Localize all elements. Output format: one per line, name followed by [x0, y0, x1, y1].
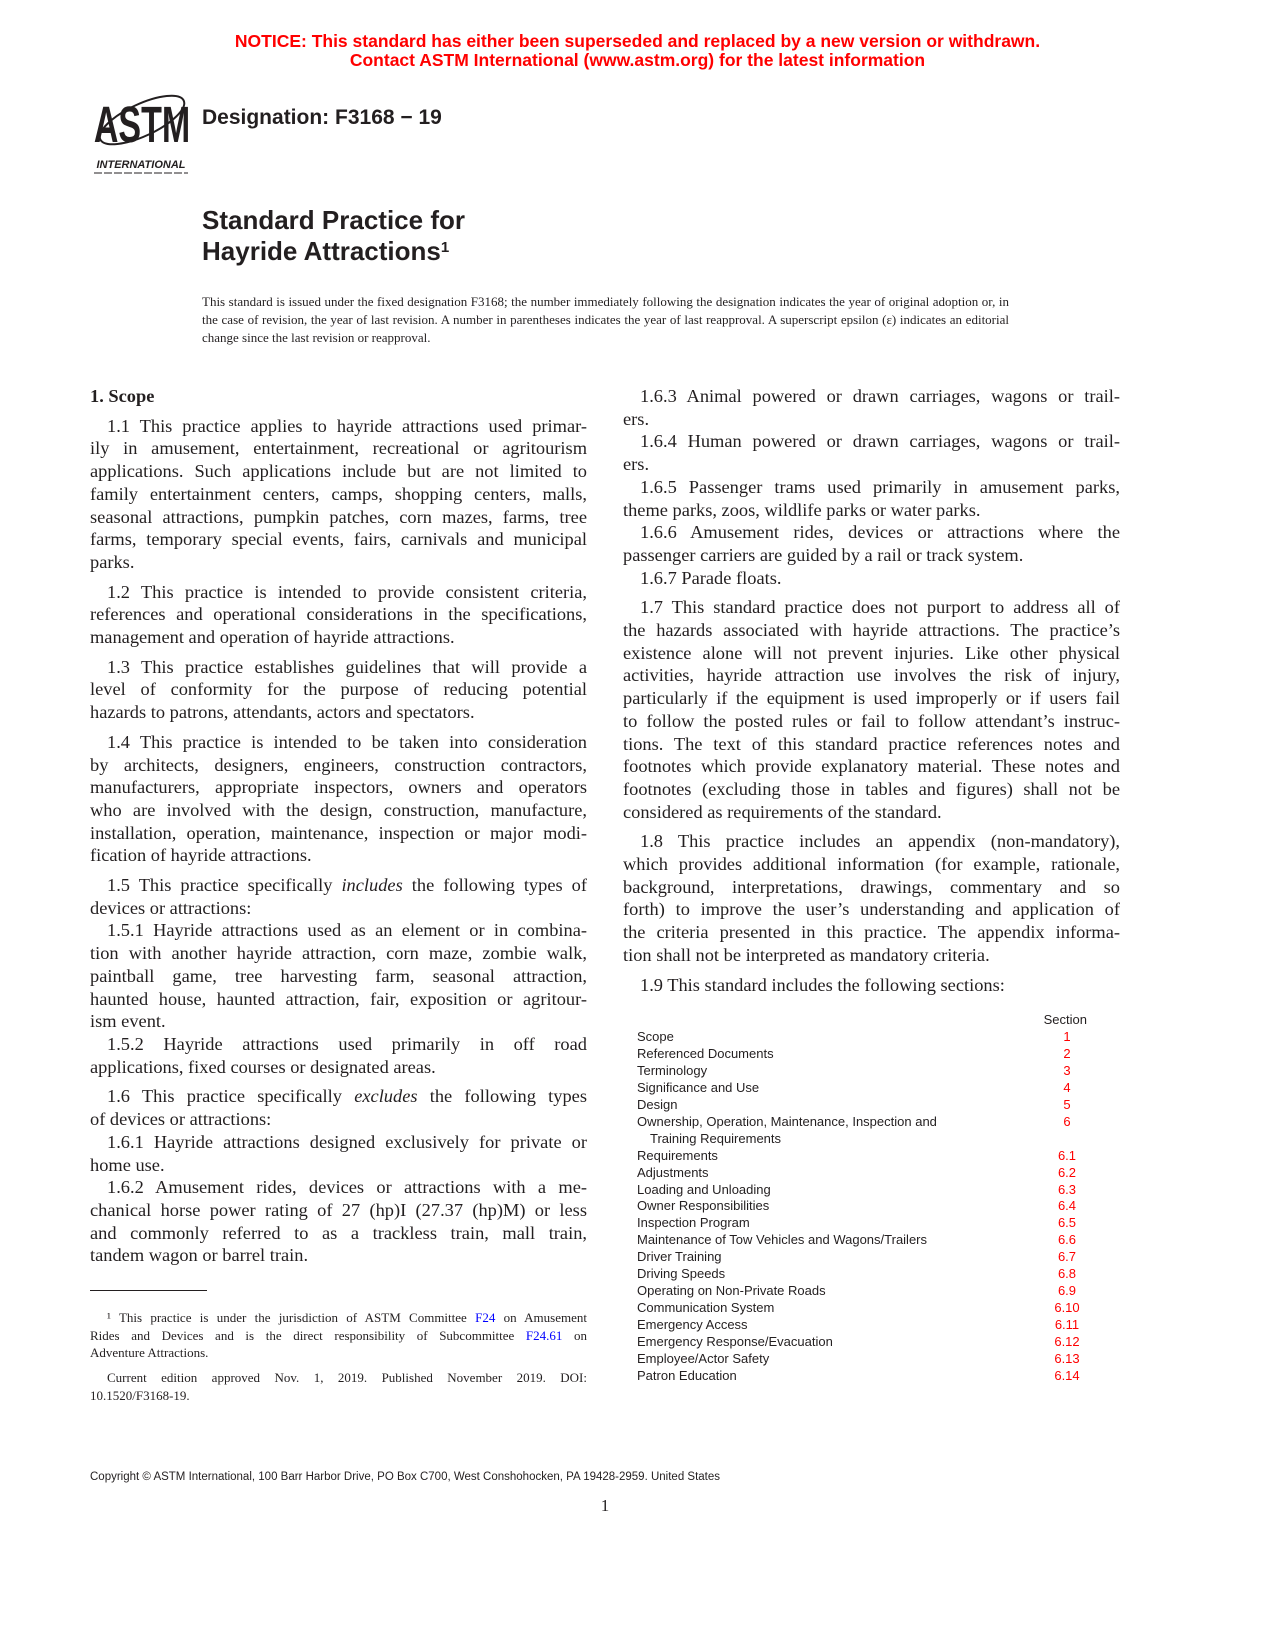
issuance-note: This standard is issued under the fixed designation F3168; the number immediately following the designation indicates the year of original adoption or, in the case of revision, the year of last revision. A number in parentheses indicates the year of last reapproval. A superscript epsilon (ε) indicates an editorial change since the last revision or reapproval. [202, 294, 1009, 345]
text-line: seasonal attractions, pumpkin patches, corn mazes, farms, tree [90, 506, 587, 527]
toc-section-link[interactable]: 6.8 [1057, 1266, 1077, 1282]
text-line: fication of hayride attractions. [90, 845, 312, 866]
toc-row [637, 1114, 1087, 1131]
paragraph [623, 974, 1120, 997]
text-line: home use. [90, 1154, 165, 1175]
toc-section-link[interactable]: 3 [1063, 1062, 1071, 1078]
text-line: family entertainment centers, camps, shopping centers, malls, [90, 483, 587, 504]
paragraph [90, 1131, 587, 1176]
toc-row [637, 1080, 1087, 1097]
text-line: hazards to patrons, attendants, actors and spectators. [90, 702, 475, 723]
text-line: which provides additional information (for example, rationale, [623, 854, 1120, 875]
text-line: tion shall not be interpreted as mandatory criteria. [623, 944, 990, 965]
page-number: 1 [600, 1496, 610, 1515]
toc-row [637, 1046, 1087, 1063]
text-line: 1.6.1 Hayride attractions designed exclusively for private or [107, 1131, 587, 1152]
toc-row [637, 1351, 1087, 1368]
paragraph [90, 1085, 587, 1130]
toc-row [637, 1148, 1087, 1165]
toc-row [637, 1266, 1087, 1283]
text-line [90, 874, 587, 897]
text-line: 1.3 This practice establishes guidelines that will provide a [107, 656, 587, 677]
toc-section-link[interactable]: 6.14 [1054, 1368, 1080, 1384]
text-line: 1.6.6 Amusement rides, devices or attractions where the [640, 522, 1120, 543]
toc-section-link[interactable]: 6.11 [1054, 1317, 1080, 1333]
document-title [202, 205, 465, 267]
section-heading-scope: 1. Scope [90, 386, 155, 406]
text-line: applications. Such applications include but are not limited to [90, 461, 587, 482]
paragraph [623, 521, 1120, 566]
text-line: parks. [90, 551, 135, 572]
toc-title: Ownership, Operation, Maintenance, Inspection and [637, 1113, 937, 1129]
toc-row [637, 1249, 1087, 1266]
toc-title: Significance and Use [637, 1079, 760, 1095]
title-line-1: Standard Practice for [202, 205, 465, 235]
toc-section-link[interactable]: 6.9 [1057, 1283, 1077, 1299]
toc-row [637, 1097, 1087, 1114]
text-line: ers. [623, 454, 650, 475]
text-line: background, interpretations, drawings, commentary and so [623, 876, 1120, 897]
toc-row [637, 1063, 1087, 1080]
text-line: installation, operation, maintenance, inspection or major modi- [90, 822, 587, 843]
toc-title: Adjustments [637, 1164, 709, 1180]
paragraph [90, 415, 587, 574]
toc-title: Driver Training [637, 1249, 722, 1265]
committee-link[interactable]: F24.61 [525, 1327, 563, 1343]
toc-section-link[interactable]: 4 [1063, 1079, 1071, 1095]
text-segment: the following types [417, 1086, 587, 1107]
toc-section-link[interactable]: 1 [1063, 1028, 1071, 1044]
text-line: the hazards associated with hayride attractions. The practice’s [623, 620, 1120, 641]
text-segment: 1.6 This practice specifically [107, 1086, 355, 1107]
text-segment: the following types of [402, 875, 587, 896]
text-line [90, 1309, 587, 1327]
footnote [90, 1302, 587, 1405]
text-line: tion with another hayride attraction, corn maze, zombie walk, [90, 943, 587, 964]
title-line-2: Hayride Attractions [202, 236, 441, 266]
text-line: the criteria presented in this practice. The appendix informa- [623, 922, 1120, 943]
paragraph [90, 1369, 587, 1404]
text-segment: on Amusement [495, 1310, 587, 1325]
paragraph [90, 731, 587, 867]
toc-title: Loading and Unloading [637, 1181, 771, 1197]
text-line: who are involved with the design, construction, manufacture, [90, 799, 587, 820]
paragraph [90, 1033, 587, 1078]
toc-title: Emergency Response/Evacuation [637, 1334, 833, 1350]
toc-title: Maintenance of Tow Vehicles and Wagons/Trailers [637, 1232, 928, 1248]
text-line: devices or attractions: [90, 897, 252, 918]
toc-title: Emergency Access [637, 1317, 748, 1333]
paragraph [623, 385, 1120, 430]
notice-line-1: NOTICE: This standard has either been superseded and replaced by a new version or withdrawn. [234, 31, 1041, 51]
toc-section-link[interactable]: 6.7 [1057, 1249, 1077, 1265]
text-line: activities, hayride attraction use involves the risk of injury, [623, 665, 1120, 686]
text-line [90, 1085, 587, 1108]
text-line: ism event. [90, 1011, 166, 1032]
text-segment: on [562, 1327, 588, 1343]
paragraph [90, 919, 587, 1033]
toc-section-link[interactable]: 6.1 [1057, 1147, 1077, 1163]
toc-title: Owner Responsibilities [637, 1198, 770, 1214]
text-line: theme parks, zoos, wildlife parks or water parks. [623, 499, 981, 520]
toc-row [637, 1317, 1087, 1334]
right-column [623, 385, 1120, 996]
text-line: 1.5.2 Hayride attractions used primarily in off road [107, 1033, 587, 1054]
toc-section-link[interactable]: 6.6 [1057, 1232, 1077, 1248]
emphasis-text: excludes [354, 1086, 418, 1107]
text-line: paintball game, tree harvesting farm, seasonal attraction, [90, 965, 587, 986]
toc-row [637, 1165, 1087, 1182]
text-line: 1.1 This practice applies to hayride attractions used primar- [107, 415, 587, 436]
text-line: 1.6.3 Animal powered or drawn carriages, wagons or trail- [640, 386, 1120, 406]
emphasis-text: includes [341, 875, 403, 896]
toc-section-link[interactable]: 6.4 [1057, 1198, 1077, 1214]
text-line: 1.2 This practice is intended to provide consistent criteria, [107, 581, 587, 602]
text-line: particularly if the equipment is used improperly or if users fail [623, 688, 1120, 709]
paragraph [623, 430, 1120, 475]
astm-logo-icon [92, 82, 190, 174]
text-line: 1.9 This standard includes the following sections: [640, 974, 1005, 995]
toc-row [637, 1029, 1087, 1046]
toc-title: Employee/Actor Safety [637, 1351, 770, 1367]
text-line: forth) to improve the user’s understanding and application of [623, 899, 1120, 920]
paragraph [90, 1176, 587, 1267]
toc-section-link[interactable]: 6.12 [1054, 1334, 1080, 1350]
toc-title: Requirements [637, 1147, 718, 1163]
toc-title: Communication System [637, 1300, 775, 1316]
toc-title: Referenced Documents [637, 1045, 774, 1061]
paragraph [623, 596, 1120, 823]
toc-section-link[interactable]: 6.5 [1057, 1215, 1077, 1231]
supersede-notice [0, 32, 1275, 70]
toc-section-link[interactable]: 6.3 [1057, 1181, 1077, 1197]
toc-title: Terminology [637, 1062, 708, 1078]
paragraph [90, 874, 587, 919]
text-line: level of conformity for the purpose of reducing potential [90, 679, 587, 700]
text-line: considered as requirements of the standard. [623, 801, 942, 822]
text-line: 1.6.7 Parade floats. [640, 567, 782, 588]
text-line: to follow the posted rules or fail to follow attendant’s instruc- [623, 710, 1120, 731]
text-line: farms, temporary special events, fairs, carnivals and municipal [90, 529, 587, 550]
text-segment: Rides and Devices and is the direct responsibility of Subcommittee [90, 1327, 526, 1343]
text-line: 1.4 This practice is intended to be taken into consideration [107, 731, 587, 752]
text-line: applications, fixed courses or designated areas. [90, 1056, 436, 1077]
paragraph [623, 567, 1120, 590]
svg-text:ASTM: ASTM [93, 97, 190, 154]
committee-link[interactable]: F24 [475, 1310, 496, 1325]
toc-section-link[interactable]: 2 [1063, 1045, 1071, 1061]
toc-title: Inspection Program [637, 1215, 750, 1231]
text-line: 1.7 This standard practice does not purport to address all of [640, 597, 1120, 618]
toc-section-link[interactable]: 6.2 [1057, 1164, 1077, 1180]
toc-section-link[interactable]: 6.10 [1054, 1300, 1080, 1316]
text-line: existence alone will not prevent injuries. Like other physical [623, 642, 1120, 663]
text-line: ily in amusement, entertainment, recreational or agritourism [90, 438, 587, 459]
toc-title: Patron Education [637, 1368, 737, 1384]
sections-table [637, 1012, 1087, 1385]
text-line: 10.1520/F3168-19. [90, 1387, 190, 1403]
text-line: Current edition approved Nov. 1, 2019. Published November 2019. DOI: [107, 1370, 587, 1386]
toc-row [637, 1198, 1087, 1215]
text-line: footnotes which provide explanatory material. These notes and [623, 756, 1120, 777]
text-line: manufacturers, appropriate inspectors, owners and operators [90, 777, 587, 798]
text-segment: 1.5 This practice specifically [107, 875, 342, 896]
toc-row [637, 1368, 1087, 1385]
designation: Designation: F3168 − 19 [202, 106, 442, 129]
text-line: ers. [623, 408, 650, 429]
text-line [90, 1327, 587, 1345]
left-column [90, 385, 587, 1267]
text-line: 1.5.1 Hayride attractions used as an element or in combina- [107, 920, 587, 941]
toc-title: Driving Speeds [637, 1266, 726, 1282]
text-line: chanical horse power rating of 27 (hp)I (27.37 (hp)M) or less [90, 1199, 587, 1220]
text-line: passenger carriers are guided by a rail or track system. [623, 544, 1024, 565]
text-line: tandem wagon or barrel train. [90, 1245, 309, 1266]
toc-row [637, 1215, 1087, 1232]
footnote-divider [90, 1290, 207, 1291]
text-line: of devices or attractions: [90, 1109, 272, 1130]
text-line: by architects, designers, engineers, construction contractors, [90, 754, 587, 775]
text-line: haunted house, haunted attraction, fair, exposition or agritour- [90, 988, 587, 1009]
toc-section-link[interactable]: 5 [1063, 1096, 1071, 1112]
toc-title-continued: Training Requirements [650, 1130, 782, 1146]
toc-row [637, 1283, 1087, 1300]
text-line: references and operational considerations in the specifications, [90, 604, 587, 625]
paragraph [90, 1309, 587, 1362]
toc-title: Scope [637, 1028, 674, 1044]
toc-title: Design [637, 1096, 678, 1112]
paragraph [90, 656, 587, 724]
paragraph [623, 830, 1120, 966]
text-line: 1.6.4 Human powered or drawn carriages, wagons or trail- [640, 431, 1120, 452]
notice-line-2: Contact ASTM International (www.astm.org) for the latest information [349, 50, 926, 70]
text-line: 1.6.2 Amusement rides, devices or attractions with a me- [107, 1177, 587, 1198]
toc-section-link[interactable]: 6 [1063, 1113, 1071, 1129]
toc-row [637, 1334, 1087, 1351]
toc-section-link[interactable]: 6.13 [1054, 1351, 1080, 1367]
text-line: management and operation of hayride attractions. [90, 627, 455, 648]
text-line: and commonly referred to as a trackless train, mall train, [90, 1222, 587, 1243]
text-line: 1.6.5 Passenger trams used primarily in amusement parks, [640, 476, 1120, 497]
text-line: tions. The text of this standard practice references notes and [623, 733, 1120, 754]
toc-title: Operating on Non-Private Roads [637, 1283, 826, 1299]
toc-row [637, 1300, 1087, 1317]
footnote-ref[interactable]: 1 [440, 239, 450, 256]
svg-text:INTERNATIONAL: INTERNATIONAL [96, 159, 186, 171]
paragraph [623, 476, 1120, 521]
text-line: Adventure Attractions. [90, 1345, 209, 1361]
text-segment: ¹ This practice is under the jurisdiction of ASTM Committee [107, 1310, 476, 1325]
toc-row [637, 1232, 1087, 1249]
text-line: 1.8 This practice includes an appendix (non-mandatory), [640, 831, 1120, 852]
copyright: Copyright © ASTM International, 100 Barr Harbor Drive, PO Box C700, West Conshohocken, PA 19428-2959. United States [90, 1471, 721, 1483]
text-line: footnotes (excluding those in tables and figures) shall not be [623, 778, 1120, 799]
paragraph [90, 581, 587, 649]
toc-row [637, 1182, 1087, 1199]
sections-table-header: Section [1043, 1012, 1087, 1027]
